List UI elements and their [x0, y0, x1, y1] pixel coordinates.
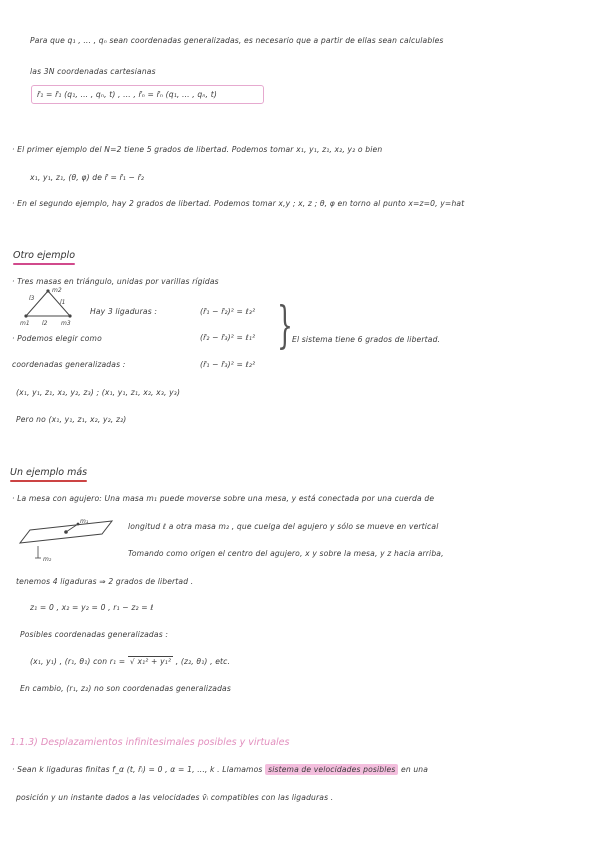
label-m2: m₂: [43, 556, 52, 563]
text-line: z₁ = 0 , x₂ = y₂ = 0 , r₁ − z₂ = ℓ: [30, 603, 154, 612]
coords-part: , (z₂, θ₁) , etc.: [175, 657, 231, 666]
text-line: coordenadas generalizadas :: [12, 360, 126, 369]
label-m2: m2: [52, 287, 62, 294]
text-line: x₁, y₁, z₁, (θ, φ) de r̄ = r̄₁ − r̄₂: [30, 173, 145, 182]
coords-part: (x₁, y₁) , (r₁, θ₁) con r₁ =: [30, 657, 126, 666]
label-l1: l1: [60, 299, 66, 306]
table-with-hole-figure: [16, 510, 126, 570]
text-line: Para que q₁ , ... , qₙ sean coordenadas generalizadas, es necesario que a partir de ellas sean calculables: [30, 36, 444, 45]
section-heading: 1.1.3) Desplazamientos infinitesimales posibles y virtuales: [10, 737, 290, 748]
text-line: posición y un instante dados a las velocidades v̄ᵢ compatibles con las ligaduras .: [16, 793, 334, 802]
text-line: tenemos 4 ligaduras ⇒ 2 grados de libertad .: [16, 577, 194, 586]
text-line: · En el segundo ejemplo, hay 2 grados de libertad. Podemos tomar x,y ; x, z ; θ, φ en torno al punto x=z=0, y=hat: [12, 199, 465, 208]
brace-icon: }: [276, 296, 293, 354]
text-line: En cambio, (r₁, z₂) no son coordenadas generalizadas: [20, 684, 231, 693]
label-m3: m3: [61, 320, 71, 327]
text-line: Hay 3 ligaduras :: [90, 307, 158, 316]
label-m1: m₁: [80, 518, 89, 525]
text-line: [30, 657, 230, 666]
text-line: · La mesa con agujero: Una masa m₁ puede moverse sobre una mesa, y está conectada por una cuerda de: [12, 494, 435, 503]
constraint-eq: (r̄₂ − r̄₃)² = ℓ₁²: [200, 333, 256, 342]
text-line: · Sean k ligaduras finitas f_α (t, r̄ᵢ) = 0 , α = 1, ..., k . Llamamos sistema de velocidades posibles en una: [12, 765, 429, 774]
section-heading: Un ejemplo más: [10, 467, 87, 478]
text-line: Tomando como origen el centro del agujero, x y sobre la mesa, y z hacia arriba,: [128, 549, 444, 558]
text-line: El sistema tiene 6 grados de libertad.: [292, 335, 441, 344]
label-m1: m1: [20, 320, 30, 327]
section-heading: Otro ejemplo: [13, 250, 75, 261]
constraint-eq: (r̄₁ − r̄₂)² = ℓ₃²: [200, 307, 256, 316]
text-line: longitud ℓ a otra masa m₂ , que cuelga del agujero y sólo se mueve en vertical: [128, 522, 439, 531]
label-l3: l3: [29, 295, 35, 302]
text-line: (x₁, y₁, z₁, x₂, y₂, z₃) ; (x₁, y₁, z₁, x₂, x₃, y₃): [16, 388, 181, 397]
text-line: · Podemos elegir como: [12, 334, 102, 343]
text-line: Posibles coordenadas generalizadas :: [20, 630, 169, 639]
text-line: · Tres masas en triángulo, unidas por varillas rígidas: [12, 277, 219, 286]
highlighted-term: sistema de velocidades posibles: [265, 764, 398, 775]
text-line: Pero no (x₁, y₁, z₁, x₂, y₂, z₂): [16, 415, 127, 424]
label-l2: l2: [42, 320, 48, 327]
text-line: · El primer ejemplo del N=2 tiene 5 grados de libertad. Podemos tomar x₁, y₁, z₁, x₂, y₂ o bien: [12, 145, 383, 154]
boxed-equation-text: r̄₁ = r̄₁ (q₁, ... , qₙ, t) , ... , r̄ₙ = r̄ₙ (q₁, ... , qₙ, t): [37, 90, 217, 99]
triangle-masses-figure: [18, 283, 78, 328]
text-line: las 3N coordenadas cartesianas: [30, 67, 156, 76]
constraint-eq: (r̄₁ − r̄₃)² = ℓ₂²: [200, 360, 256, 369]
sqrt-expression: √ x₁² + y₁²: [129, 657, 172, 666]
